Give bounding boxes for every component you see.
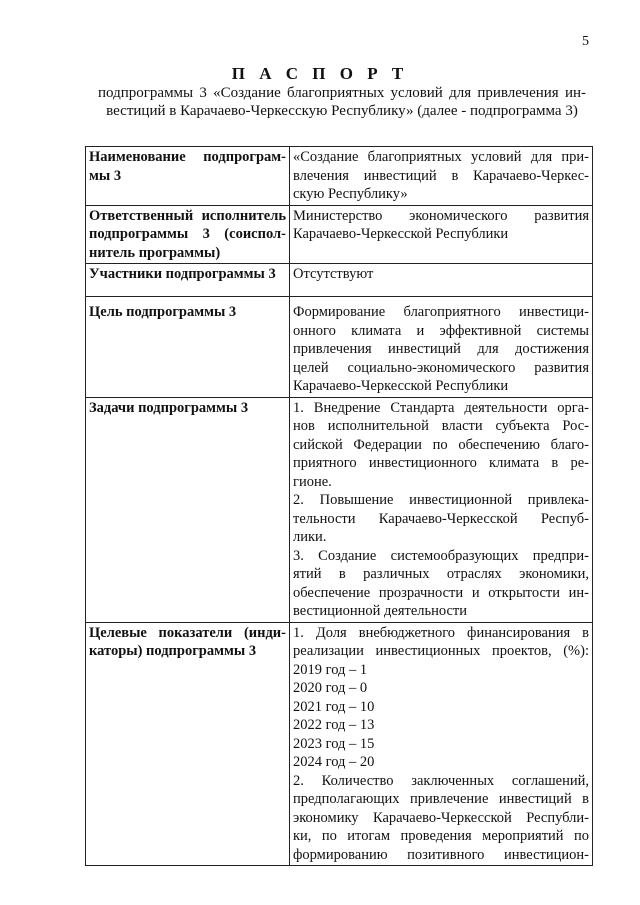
value-line: 1. Внедрение Стандарта деятельности орга- xyxy=(293,399,589,416)
value-line: скую Республику» xyxy=(293,186,408,202)
value-line: гионе. xyxy=(293,473,332,490)
label-line: мы 3 xyxy=(89,167,122,184)
label-line: Участники подпрограммы 3 xyxy=(89,266,276,282)
row-label xyxy=(86,397,290,622)
value-line: 2. Количество заключенных соглашений, xyxy=(293,772,589,789)
row-label xyxy=(86,264,290,297)
value-line: целей социально-экономического развития xyxy=(293,359,589,376)
value-line: 2020 год – 0 xyxy=(293,680,368,696)
value-line: Формирование благоприятного инвестици- xyxy=(293,304,589,320)
value-line: ки, по итогам проведения мероприятий по xyxy=(293,828,589,844)
value-line: нов исполнительной власти субъекта Рос- xyxy=(293,418,589,434)
label-line: Ответственный исполнитель xyxy=(89,207,286,224)
label-line: нитель программы) xyxy=(89,244,221,261)
row-value xyxy=(290,147,593,206)
row-value xyxy=(290,297,593,398)
label-line: Задачи подпрограммы 3 xyxy=(89,399,249,416)
value-line: 2. Повышение инвестиционной привлека- xyxy=(293,492,589,508)
value-line: вестиционной деятельности xyxy=(293,603,468,619)
row-label xyxy=(86,622,290,866)
value-line: 3. Создание системообразующих предпри- xyxy=(293,547,589,564)
value-line: сийской Федерации по обеспечению благо- xyxy=(293,436,589,453)
value-line: 2023 год – 15 xyxy=(293,735,375,752)
label-line: Наименование подпрограм- xyxy=(89,149,286,165)
value-line: ятий в различных отраслях экономики, xyxy=(293,566,589,582)
value-line: лики. xyxy=(293,529,327,545)
value-line: 1. Доля внебюджетного финансирования в xyxy=(293,624,589,641)
row-label xyxy=(86,205,290,264)
value-line: 2024 год – 20 xyxy=(293,754,375,770)
label-line: подпрограммы 3 (соиспол- xyxy=(89,226,286,242)
value-line: Отсутствуют xyxy=(293,266,374,282)
row-label xyxy=(86,147,290,206)
value-line: предполагающих привлечение инвестиций в xyxy=(293,791,589,807)
row-value xyxy=(290,622,593,866)
label-line: каторы) подпрограммы 3 xyxy=(89,643,257,659)
table-row-participants xyxy=(86,264,593,297)
page-number: 5 xyxy=(582,34,589,49)
row-label xyxy=(86,297,290,398)
subtitle-line: вестиций в Карачаево-Черкесскую Республику» (далее - подпрограмма 3) xyxy=(106,103,578,119)
value-line: Карачаево-Черкесской Республики xyxy=(293,378,509,394)
value-line: Карачаево-Черкесской Республики xyxy=(293,226,509,242)
value-line: приятного инвестиционного климата в ре- xyxy=(293,455,589,471)
table-row-tasks xyxy=(86,397,593,622)
value-line: обеспечение прозрачности и открытости ин- xyxy=(293,584,589,601)
value-line: 2022 год – 13 xyxy=(293,717,375,733)
table-row-goal xyxy=(86,297,593,398)
passport-table xyxy=(85,146,593,866)
value-line: 2019 год – 1 xyxy=(293,661,368,678)
table-row-executor xyxy=(86,205,593,264)
value-line: «Создание благоприятных условий для при- xyxy=(293,149,589,165)
value-line: Министерство экономического развития xyxy=(293,207,589,224)
subtitle-line: подпрограммы 3 «Создание благоприятных условий для привлечения ин- xyxy=(98,85,586,101)
label-line: Цель подпрограммы 3 xyxy=(89,304,237,320)
value-line: формированию позитивного инвестицион- xyxy=(293,846,589,863)
value-line: реализации инвестиционных проектов, (%): xyxy=(293,643,589,659)
row-value xyxy=(290,205,593,264)
table-row-name xyxy=(86,147,593,206)
table-row-indicators xyxy=(86,622,593,866)
row-value xyxy=(290,397,593,622)
row-value xyxy=(290,264,593,297)
value-line: тельности Карачаево-Черкесской Респуб- xyxy=(293,510,589,527)
value-line: экономику Карачаево-Черкесской Республи- xyxy=(293,809,589,826)
value-line: влечения инвестиций в Карачаево-Черкес- xyxy=(293,167,589,184)
label-line: Целевые показатели (инди- xyxy=(89,624,286,641)
value-line: привлечения инвестиций для достижения xyxy=(293,341,589,357)
value-line: 2021 год – 10 xyxy=(293,698,375,715)
value-line: онного климата и эффективной системы xyxy=(293,322,589,339)
document-title: П А С П О Р Т xyxy=(231,64,409,83)
document-subtitle xyxy=(98,84,586,120)
